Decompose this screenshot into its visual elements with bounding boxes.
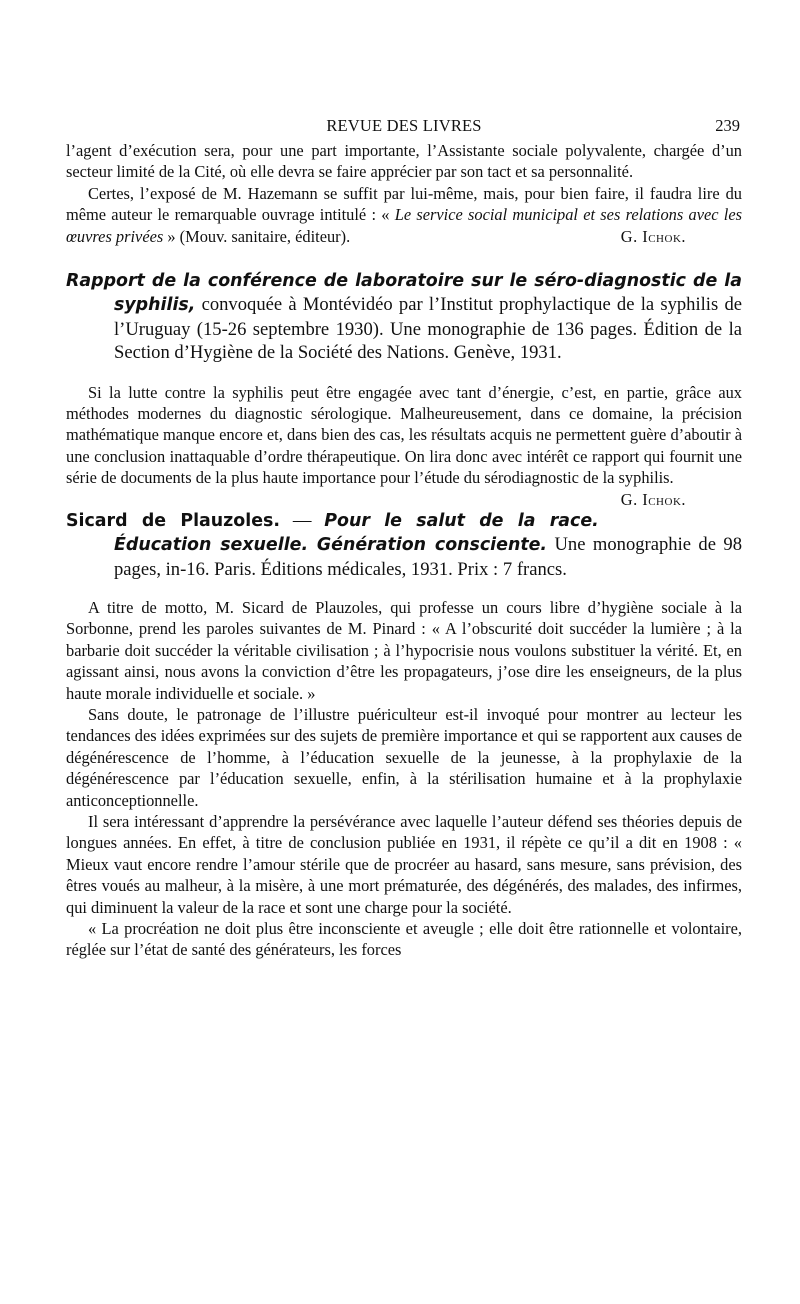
reviewer-signature: G. Ichok. bbox=[620, 226, 686, 246]
paragraph: Il sera intéressant d’apprendre la persévérance avec laquelle l’auteur défend ses théories depuis de longues années. En effet, à titre de conclusion publiée en 1931, il répète ce qu’il a dit en 1908 : « Mieux vaut encore rendre l’amour stérile que de procréer au hasard, sans mesure, sans prévision, des êtres voués au malheur, à la misère, à une mort prématurée, des dégénérés, des malades, des infirmes, qui diminuent la valeur de la race et sont une charge pour la société. bbox=[66, 811, 742, 917]
review-author: Sicard de Plauzoles. bbox=[66, 510, 280, 531]
review-book-details: Une monographie de 98 pages, in-16. Paris. Éditions médicales, 1931. Prix : 7 francs. bbox=[114, 534, 743, 580]
review-book-details: convoquée à Montévidéo par l’Institut prophylactique de la syphilis de l’Uruguay (15-26 septembre 1930). Une monographie de 136 pages. Édition de la Section d’Hygiène de la Société des Nations. Genève, 1931. bbox=[114, 294, 742, 364]
paragraph-text: Si la lutte contre la syphilis peut être engagée avec tant d’énergie, c’est, en partie, grâce aux méthodes modernes du diagnostic sérologique. Malheureusement, dans ce domaine, la précision mathématique manque encore et, dans bien des cas, les résultats acquis ne permettent guère d’aboutir à une conclusion inattaquable d’ordre thérapeutique. On lira donc avec intérêt ce rapport qui fournit une série de documents de la plus haute importance pour l’étude du sérodiagnostic de la syphilis. bbox=[66, 382, 742, 488]
page-header bbox=[66, 108, 742, 140]
paragraph bbox=[66, 183, 742, 247]
paragraph: Sans doute, le patronage de l’illustre puériculteur est-il invoqué pour montrer au lecteur les tendances des idées exprimées sur des sujets de première importance et qui se rapportent aux causes de dégénérescence de l’homme, à l’éducation sexuelle de la jeunesse, à la prophylaxie de la dégénérescence par l’éducation sexuelle, enfin, à la stérilisation humaine et à la prophylaxie anticonceptionnelle. bbox=[66, 704, 742, 810]
paragraph: A titre de motto, M. Sicard de Plauzoles, qui professe un cours libre d’hygiène sociale à la Sorbonne, prend les paroles suivantes de M. Pinard : « A l’obscurité doit succéder la lumière ; à la barbarie doit succéder la véritable civilisation ; à l’hypocrisie nous voulons substituer la vérité. Et, en agissant ainsi, nous avons la conviction d’être les propagateurs, j’ose dire les enseigneurs, de la plus haute morale individuelle et sociale. » bbox=[66, 597, 742, 703]
review-book-title: Rapport de la conférence de laboratoire sur le séro-diagnostic de la syphilis, bbox=[66, 271, 742, 316]
review-heading bbox=[66, 509, 742, 581]
review-book-title: Pour le salut de la race. Éducation sexuelle. Génération consciente. bbox=[114, 510, 599, 556]
paragraph: « La procréation ne doit plus être inconsciente et aveugle ; elle doit être rationnelle et volontaire, réglée sur l’état de santé des générateurs, les forces bbox=[66, 919, 742, 960]
review-heading bbox=[66, 269, 742, 365]
running-title: REVUE DES LIVRES bbox=[326, 116, 482, 135]
reviewer-signature: G. Ichok. bbox=[620, 489, 686, 509]
cited-work-title: Le service social municipal et ses relations avec les œuvres privées bbox=[66, 205, 742, 246]
review-body bbox=[66, 597, 742, 961]
paragraph-text: » (Mouv. sanitaire, éditeur). bbox=[163, 226, 351, 246]
paragraph: l’agent d’exécution sera, pour une part importante, l’Assistante sociale polyvalente, chargée d’un secteur limité de la Cité, où elle devra se faire apprécier par son tact et sa personnalité. bbox=[66, 141, 742, 182]
book-review-page bbox=[66, 108, 742, 961]
page-number: 239 bbox=[715, 116, 740, 135]
review-body bbox=[66, 382, 742, 509]
heading-dash: — bbox=[279, 509, 325, 531]
paragraph-text: Certes, l’exposé de M. Hazemann se suffit par lui-même, mais, pour bien faire, il faudra lire du même auteur le remarquable ouvrage intitulé : « bbox=[66, 183, 742, 225]
paragraph bbox=[66, 382, 742, 509]
review-continuation bbox=[66, 140, 742, 247]
